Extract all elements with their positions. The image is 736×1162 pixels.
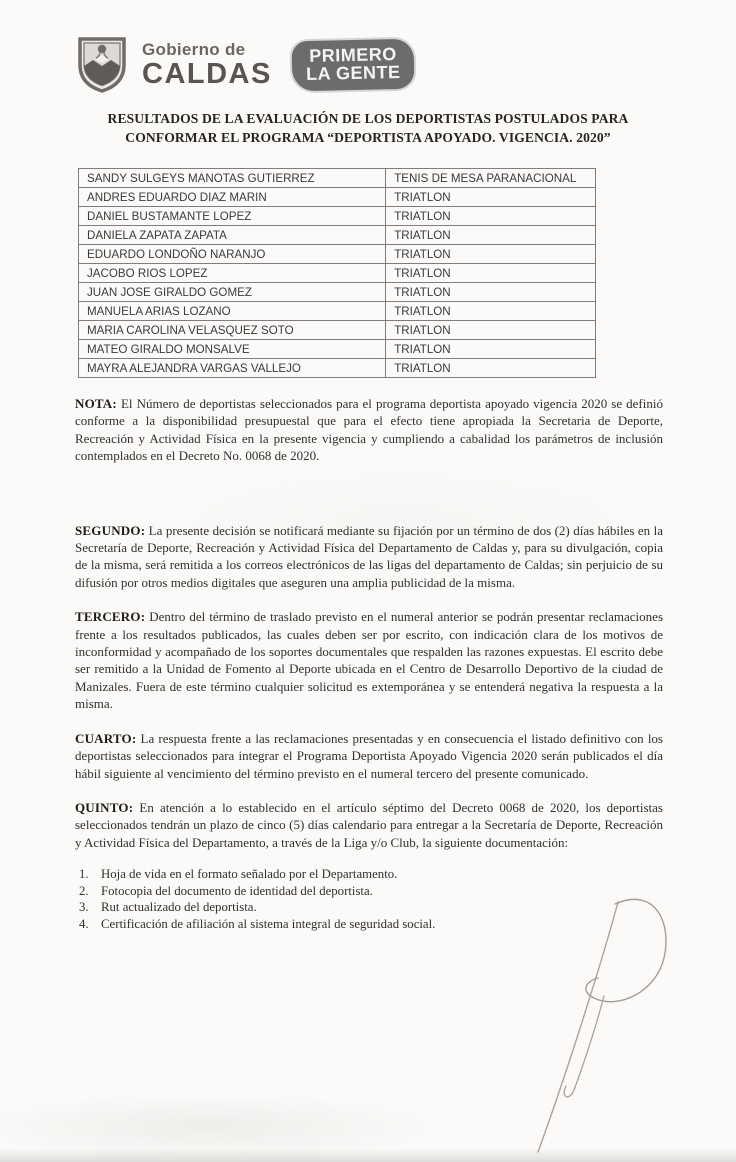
table-row [79, 359, 596, 378]
paragraph-segundo [75, 522, 663, 592]
paragraph-label: QUINTO: [75, 799, 134, 815]
paragraph-label: NOTA: [75, 396, 117, 411]
table-row [79, 226, 596, 245]
list-item-number: 4. [79, 916, 89, 931]
brand-name-text: CALDAS [142, 58, 272, 90]
list-item-number: 1. [79, 867, 89, 882]
athlete-sport: TENIS DE MESA PARANACIONAL [386, 169, 596, 188]
paragraph-text: El Número de deportistas seleccionados para el programa deportista apoyado vigencia 2020 se definió conforme a la disponibilidad presupuestal que para el efecto tiene apropiada la Secretaria de Deporte, Recreación y Actividad Física en la presente vigencia y cumpliendo a cabalidad los parámetros de inclusión contemplados en el Decreto No. 0068 de 2020. [75, 396, 663, 464]
list-item-text: Hoja de vida en el formato señalado por el Departamento. [101, 867, 398, 882]
table-row [79, 207, 596, 226]
athlete-sport: TRIATLON [386, 302, 596, 321]
table-row [79, 245, 596, 264]
paragraph-text: Dentro del término de traslado previsto en el numeral anterior se podrán presentar reclamaciones frente a los resultados publicados, las cuales deben ser por escrito, con indicación clara de los motivos de inconformidad y acompañado de los soportes documentales que respalden las razones expuestas. El escrito debe ser remitido a la Unidad de Fomento al Deporte ubicada en el Centro de Desarrollo Deportivo de la ciudad de Manizales. Fuera de este término cualquier solicitud es extemporánea y se entenderá negativa la respuesta a la misma. [75, 609, 663, 712]
paragraph-cuarto [75, 730, 663, 782]
athlete-sport: TRIATLON [386, 188, 596, 207]
paragraph-nota [75, 395, 663, 465]
requirements-list [75, 866, 663, 932]
list-item [75, 883, 663, 900]
athlete-name: JACOBO RIOS LOPEZ [79, 264, 386, 283]
athlete-name: MATEO GIRALDO MONSALVE [79, 340, 386, 359]
athlete-sport: TRIATLON [386, 245, 596, 264]
document-title-line2: CONFORMAR EL PROGRAMA “DEPORTISTA APOYADO. VIGENCIA. 2020” [125, 130, 611, 145]
document-title [0, 109, 736, 147]
list-item-number: 2. [79, 883, 89, 898]
caldas-shield-icon [74, 36, 130, 94]
athlete-sport: TRIATLON [386, 340, 596, 359]
athlete-name: JUAN JOSE GIRALDO GOMEZ [79, 283, 386, 302]
badge-line2: LA GENTE [305, 62, 401, 85]
athlete-sport: TRIATLON [386, 264, 596, 283]
athlete-name: MAYRA ALEJANDRA VARGAS VALLEJO [79, 359, 386, 378]
list-item [75, 916, 663, 933]
paragraph-tercero [75, 608, 663, 712]
list-item-text: Fotocopia del documento de identidad del deportista. [101, 883, 373, 898]
government-wordmark [142, 41, 272, 89]
list-item [75, 866, 663, 883]
athlete-sport: TRIATLON [386, 207, 596, 226]
table-row [79, 264, 596, 283]
athlete-name: EDUARDO LONDOÑO NARANJO [79, 245, 386, 264]
table-row [79, 340, 596, 359]
document-body [75, 395, 663, 933]
athlete-name: DANIEL BUSTAMANTE LOPEZ [79, 207, 386, 226]
athlete-sport: TRIATLON [386, 359, 596, 378]
athlete-name: MARIA CAROLINA VELASQUEZ SOTO [79, 321, 386, 340]
primero-la-gente-badge [291, 39, 414, 91]
table-row [79, 169, 596, 188]
list-item-number: 3. [79, 900, 89, 915]
athlete-name: ANDRES EDUARDO DIAZ MARIN [79, 188, 386, 207]
athlete-name: DANIELA ZAPATA ZAPATA [79, 226, 386, 245]
paragraph-text: La respuesta frente a las reclamaciones presentadas y en consecuencia el listado definitivo con los deportistas seleccionados para integrar el Programa Deportista Apoyado Vigencia 2020 serán publicados el día hábil siguiente al vencimiento del término previsto en el numeral tercero del presente comunicado. [75, 730, 663, 781]
paragraph-label: CUARTO: [75, 730, 137, 746]
athlete-sport: TRIATLON [386, 283, 596, 302]
table-row [79, 321, 596, 340]
table-row [79, 302, 596, 321]
athlete-name: MANUELA ARIAS LOZANO [79, 302, 386, 321]
athlete-sport: TRIATLON [386, 226, 596, 245]
paragraph-label: TERCERO: [75, 609, 146, 625]
paragraph-text: En atención a lo establecido en el artículo séptimo del Decreto 0068 de 2020, los deportistas seleccionados tendrán un plazo de cinco (5) días calendario para entregar a la Secretaría de Deporte, Recreación y Actividad Física del Departamento, a través de la Liga y/o Club, la siguiente documentación: [75, 799, 663, 850]
list-item-text: Rut actualizado del deportista. [101, 900, 257, 915]
scan-bottom-edge [0, 1148, 736, 1162]
paragraph-quinto [75, 799, 663, 851]
table-row [79, 188, 596, 207]
list-item [75, 899, 663, 916]
paragraph-text: La presente decisión se notificará mediante su fijación por un término de dos (2) días hábiles en la Secretaría de Deporte, Recreación y Actividad Física del Departamento de Caldas y, para su divulgación, copia de la misma, será remitida a los correos electrónicos de las ligas del departamento de Caldas; sin perjuicio de su difusión por otros medios digitales que aseguren una amplia publicidad de la misma. [75, 522, 663, 590]
athlete-sport: TRIATLON [386, 321, 596, 340]
list-item-text: Certificación de afiliación al sistema integral de seguridad social. [101, 916, 436, 931]
athlete-name: SANDY SULGEYS MANOTAS GUTIERREZ [79, 169, 386, 188]
brand-top-text: Gobierno de [142, 40, 246, 59]
paragraph-label: SEGUNDO: [75, 522, 146, 538]
header-logos [0, 0, 736, 94]
document-title-line1: RESULTADOS DE LA EVALUACIÓN DE LOS DEPORTISTAS POSTULADOS PARA [107, 111, 629, 126]
table-row [79, 283, 596, 302]
athletes-table [78, 168, 596, 378]
badge-line1: PRIMERO [308, 44, 397, 67]
